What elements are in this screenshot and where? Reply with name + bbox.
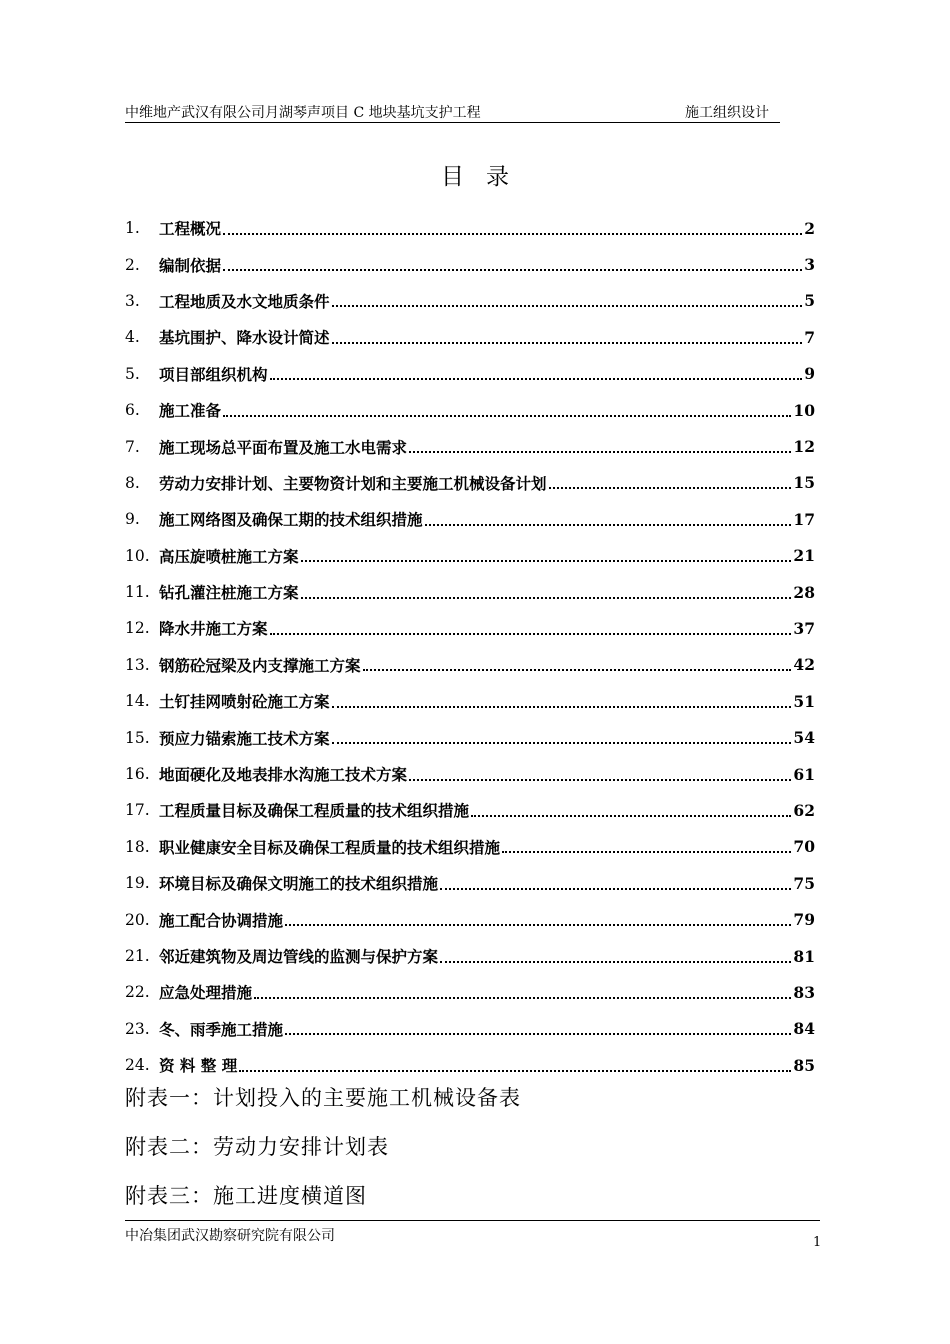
toc-leader-dots	[332, 705, 792, 708]
toc-leader-dots	[332, 341, 803, 344]
toc-entry-number: 11.	[125, 583, 150, 602]
toc-entry-page: 9	[804, 364, 815, 384]
toc-leader-dots	[223, 232, 802, 235]
toc-entry[interactable]	[125, 974, 815, 1010]
toc-entry[interactable]	[125, 538, 815, 574]
toc-entry[interactable]	[125, 610, 815, 646]
toc-entry[interactable]	[125, 792, 815, 828]
toc-entry-number: 19.	[125, 874, 150, 893]
toc-entry-number: 15.	[125, 728, 150, 747]
toc-entry[interactable]	[125, 938, 815, 974]
toc-entry-label: 钢筋砼冠梁及内支撑施工方案	[159, 656, 361, 675]
page-title: 目录	[441, 164, 531, 190]
header-document-type: 施工组织设计	[685, 105, 769, 121]
toc-entry[interactable]	[125, 865, 815, 901]
toc-leader-dots	[301, 559, 792, 562]
toc-entry-label: 资 料 整 理	[159, 1057, 238, 1076]
toc-entry-page: 2	[804, 218, 815, 238]
appendix-2: 附表二：劳动力安排计划表	[125, 1135, 389, 1159]
footer-page-number: 1	[813, 1235, 822, 1250]
toc-entry-number: 7.	[125, 437, 140, 456]
toc-entry-label: 职业健康安全目标及确保工程质量的技术组织措施	[159, 838, 501, 857]
toc-entry-label: 劳动力安排计划、主要物资计划和主要施工机械设备计划	[159, 474, 547, 493]
toc-entry-number: 18.	[125, 837, 150, 856]
toc-entry-number: 16.	[125, 765, 150, 784]
toc-leader-dots	[332, 741, 792, 744]
toc-entry[interactable]	[125, 756, 815, 792]
toc-entry-number: 22.	[125, 983, 150, 1002]
toc-entry-number: 24.	[125, 1056, 150, 1075]
toc-entry-number: 9.	[125, 510, 140, 529]
toc-entry-number: 6.	[125, 401, 140, 420]
toc-leader-dots	[285, 923, 791, 926]
page-header	[125, 102, 780, 123]
toc-entry[interactable]	[125, 719, 815, 755]
toc-entry-page: 81	[793, 946, 815, 966]
toc-entry-page: 85	[793, 1055, 815, 1075]
toc-entry-label: 预应力锚索施工技术方案	[159, 729, 330, 748]
toc-entry-number: 3.	[125, 291, 140, 310]
toc-entry-page: 37	[793, 618, 815, 638]
page-footer	[125, 1220, 822, 1250]
toc-entry-label: 施工现场总平面布置及施工水电需求	[159, 438, 408, 457]
toc-entry-number: 20.	[125, 910, 150, 929]
toc-entry-page: 15	[793, 473, 815, 493]
toc-entry-page: 54	[793, 728, 815, 748]
toc-entry[interactable]	[125, 574, 815, 610]
toc-entry-label: 环境目标及确保文明施工的技术组织措施	[159, 875, 439, 894]
table-of-contents	[125, 210, 815, 1083]
toc-entry-number: 23.	[125, 1019, 150, 1038]
toc-leader-dots	[270, 632, 792, 635]
toc-leader-dots	[502, 850, 791, 853]
toc-entry-number: 8.	[125, 473, 140, 492]
toc-entry[interactable]	[125, 319, 815, 355]
toc-entry-page: 51	[793, 691, 815, 711]
toc-leader-dots	[440, 887, 791, 890]
toc-entry-label: 冬、雨季施工措施	[159, 1020, 284, 1039]
toc-leader-dots	[549, 486, 792, 489]
toc-entry-label: 降水井施工方案	[159, 620, 268, 639]
toc-entry-page: 42	[793, 655, 815, 675]
toc-entry-number: 1.	[125, 219, 140, 238]
toc-entry-page: 17	[793, 509, 815, 529]
toc-leader-dots	[223, 414, 791, 417]
toc-entry-number: 21.	[125, 947, 150, 965]
header-project-name: 中维地产武汉有限公司月湖琴声项目 C 地块基坑支护工程	[125, 105, 481, 121]
toc-leader-dots	[409, 450, 791, 453]
toc-entry-label: 钻孔灌注桩施工方案	[159, 584, 299, 603]
toc-leader-dots	[332, 304, 803, 307]
toc-leader-dots	[471, 814, 791, 817]
toc-entry[interactable]	[125, 465, 815, 501]
toc-leader-dots	[409, 778, 791, 781]
toc-entry-number: 4.	[125, 328, 140, 347]
toc-entry-page: 61	[793, 764, 815, 784]
toc-entry-label: 工程质量目标及确保工程质量的技术组织措施	[159, 802, 470, 821]
toc-entry-page: 12	[793, 437, 815, 457]
toc-leader-dots	[239, 1069, 791, 1072]
toc-entry-page: 62	[793, 800, 815, 820]
toc-leader-dots	[270, 377, 803, 380]
toc-leader-dots	[254, 996, 791, 999]
toc-entry-label: 施工配合协调措施	[159, 911, 284, 930]
toc-entry-label: 高压旋喷桩施工方案	[159, 547, 299, 566]
toc-entry-page: 79	[793, 910, 815, 930]
toc-entry-page: 28	[793, 582, 815, 602]
toc-entry-label: 基坑围护、降水设计简述	[159, 329, 330, 348]
toc-entry-number: 12.	[125, 619, 150, 638]
toc-entry-label: 工程概况	[159, 220, 222, 239]
toc-entry-number: 13.	[125, 655, 150, 674]
footer-company: 中冶集团武汉勘察研究院有限公司	[125, 1228, 335, 1244]
toc-entry[interactable]	[125, 210, 815, 246]
toc-entry-number: 10.	[125, 546, 150, 565]
toc-entry[interactable]	[125, 246, 815, 282]
toc-entry-page: 70	[793, 837, 815, 857]
toc-entry[interactable]	[125, 356, 815, 392]
toc-entry[interactable]	[125, 901, 815, 937]
toc-entry-number: 5.	[125, 364, 140, 383]
toc-leader-dots	[425, 523, 792, 526]
toc-entry-page: 83	[793, 982, 815, 1002]
toc-entry-label: 编制依据	[159, 256, 222, 275]
toc-entry-page: 5	[804, 291, 815, 311]
toc-entry-label: 施工准备	[159, 402, 222, 421]
toc-entry-page: 10	[793, 400, 815, 420]
toc-entry-page: 21	[793, 546, 815, 566]
toc-entry-label: 地面硬化及地表排水沟施工技术方案	[159, 766, 408, 785]
toc-entry[interactable]	[125, 428, 815, 464]
toc-entry[interactable]	[125, 501, 815, 537]
toc-entry-label: 邻近建筑物及周边管线的监测与保护方案	[159, 948, 439, 966]
toc-entry-page: 84	[793, 1019, 815, 1039]
toc-entry[interactable]	[125, 683, 815, 719]
toc-entry[interactable]	[125, 1011, 815, 1047]
toc-entry[interactable]	[125, 1047, 815, 1083]
toc-leader-dots	[301, 596, 792, 599]
toc-entry-number: 2.	[125, 255, 140, 274]
toc-entry[interactable]	[125, 283, 815, 319]
toc-entry-page: 75	[793, 873, 815, 893]
toc-entry-label: 应急处理措施	[159, 984, 253, 1003]
toc-entry-label: 项目部组织机构	[159, 365, 268, 384]
toc-entry-page: 7	[804, 327, 815, 347]
toc-entry-label: 工程地质及水文地质条件	[159, 292, 330, 311]
appendix-3: 附表三：施工进度横道图	[125, 1184, 367, 1208]
toc-entry-number: 14.	[125, 692, 150, 711]
toc-entry[interactable]	[125, 829, 815, 865]
toc-entry[interactable]	[125, 392, 815, 428]
toc-leader-dots	[285, 1032, 791, 1035]
toc-entry-number: 17.	[125, 801, 150, 820]
toc-leader-dots	[223, 268, 802, 271]
toc-leader-dots	[440, 960, 791, 963]
toc-leader-dots	[363, 668, 792, 671]
toc-entry-label: 施工网络图及确保工期的技术组织措施	[159, 511, 423, 530]
toc-entry-label: 土钉挂网喷射砼施工方案	[159, 693, 330, 712]
appendix-1: 附表一：计划投入的主要施工机械设备表	[125, 1086, 521, 1110]
toc-entry-page: 3	[804, 255, 815, 275]
toc-entry[interactable]	[125, 647, 815, 683]
